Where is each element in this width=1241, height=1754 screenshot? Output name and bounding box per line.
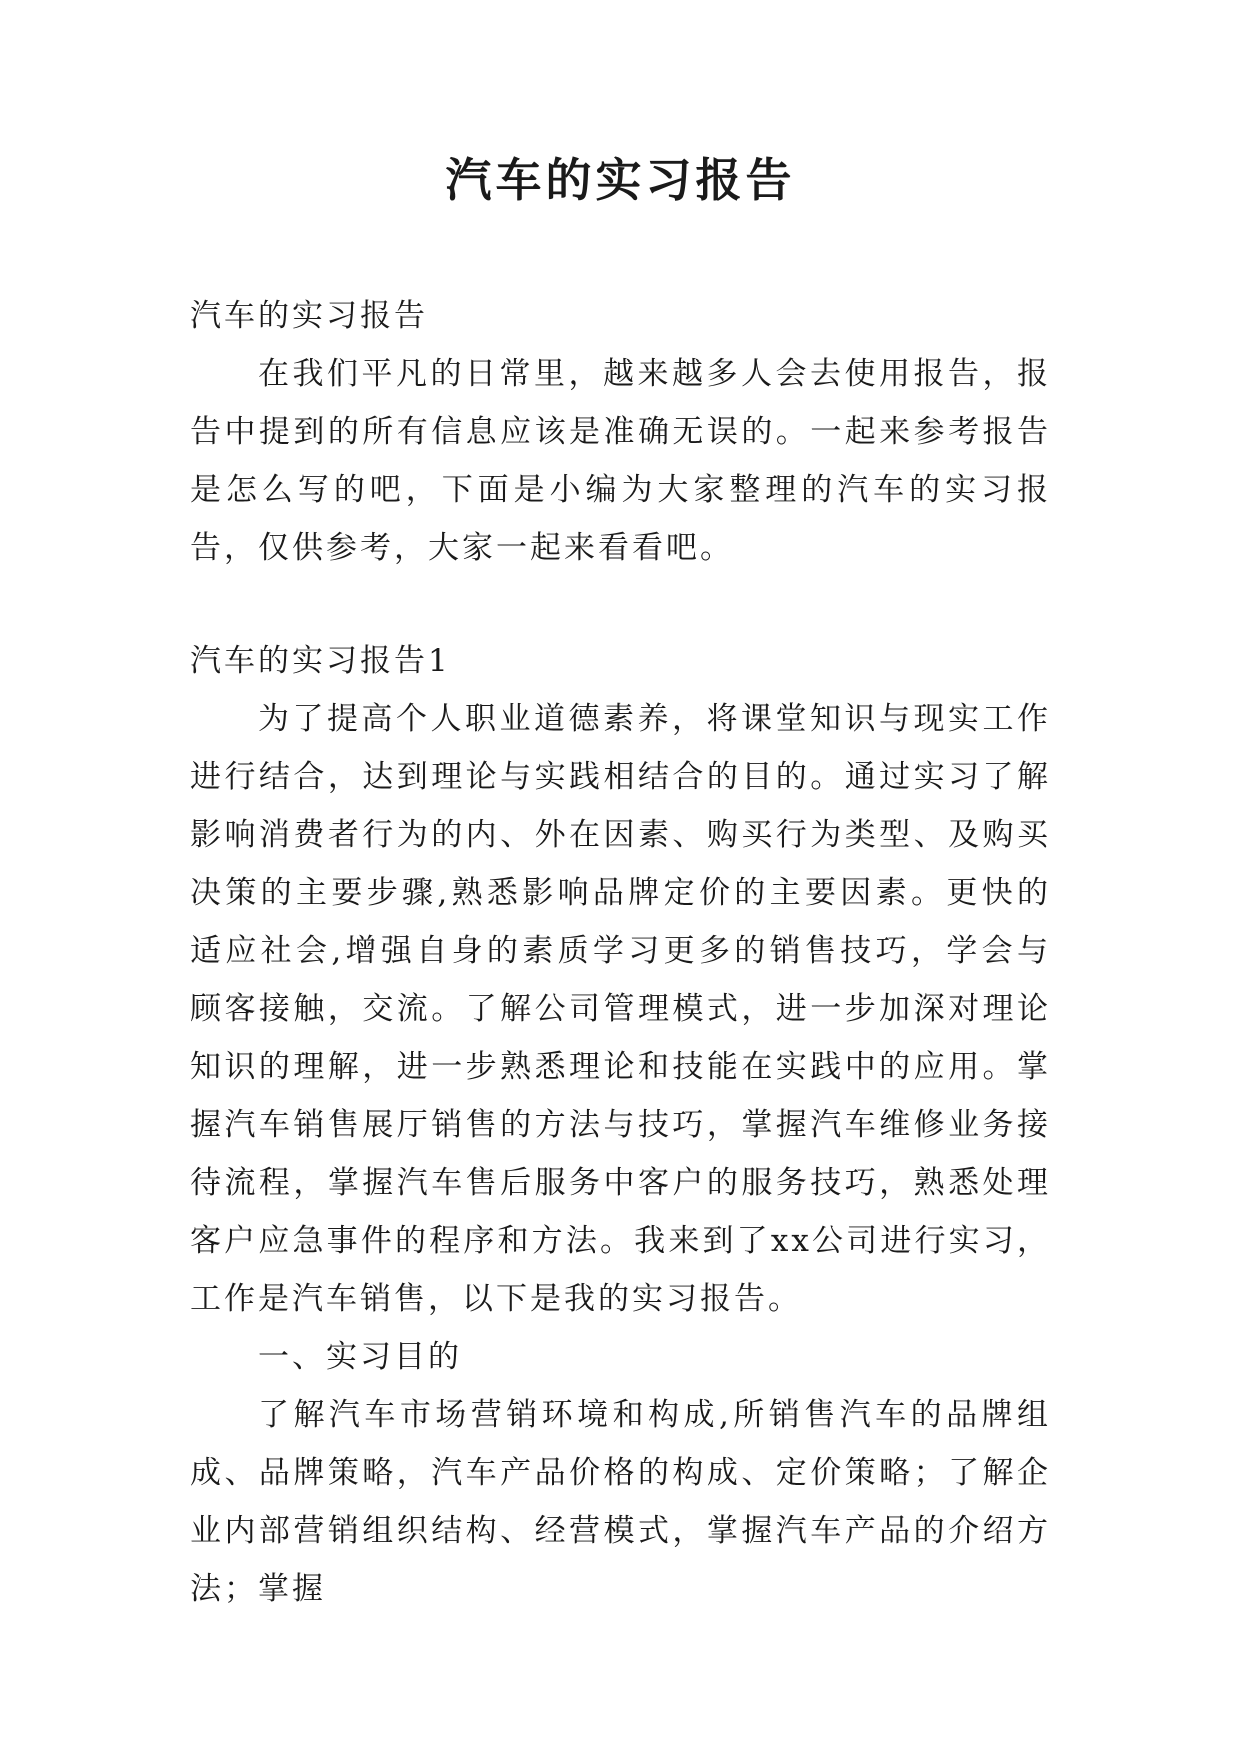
paragraph-gap — [190, 577, 1051, 632]
purpose-paragraph: 了解汽车市场营销环境和构成,所销售汽车的品牌组成、品牌策略，汽车产品价格的构成、定价策略；了解企业内部营销组织结构、经营模式，掌握汽车产品的介绍方法；掌握 — [190, 1397, 1051, 1607]
section-paragraph: 为了提高个人职业道德素养，将课堂知识与现实工作进行结合，达到理论与实践相结合的目的。通过实习了解影响消费者行为的内、外在因素、购买行为类型、及购买决策的主要步骤,熟悉影响品牌定价的主要因素。更快的适应社会,增强自身的素质学习更多的销售技巧，学会与顾客接触，交流。了解公司管理模式，进一步加深对理论知识的理解，进一步熟悉理论和技能在实践中的应用。掌握汽车销售展厅销售的方法与技巧，掌握汽车维修业务接待流程，掌握汽车售后服务中客户的服务技巧，熟悉处理客户应急事件的程序和方法。我来到了xx公司进行实习，工作是汽车销售，以下是我的实习报告。 — [190, 701, 1051, 1317]
section-heading: 汽车的实习报告1 — [190, 643, 451, 679]
intro-paragraph: 在我们平凡的日常里，越来越多人会去使用报告，报告中提到的所有信息应该是准确无误的。一起来参考报告是怎么写的吧，下面是小编为大家整理的汽车的实习报告，仅供参考，大家一起来看看吧。 — [190, 356, 1051, 566]
document-title: 汽车的实习报告 — [445, 153, 796, 207]
document-body — [190, 287, 1051, 1618]
document-subtitle: 汽车的实习报告 — [190, 298, 428, 334]
subheading-purpose: 一、实习目的 — [258, 1339, 462, 1375]
